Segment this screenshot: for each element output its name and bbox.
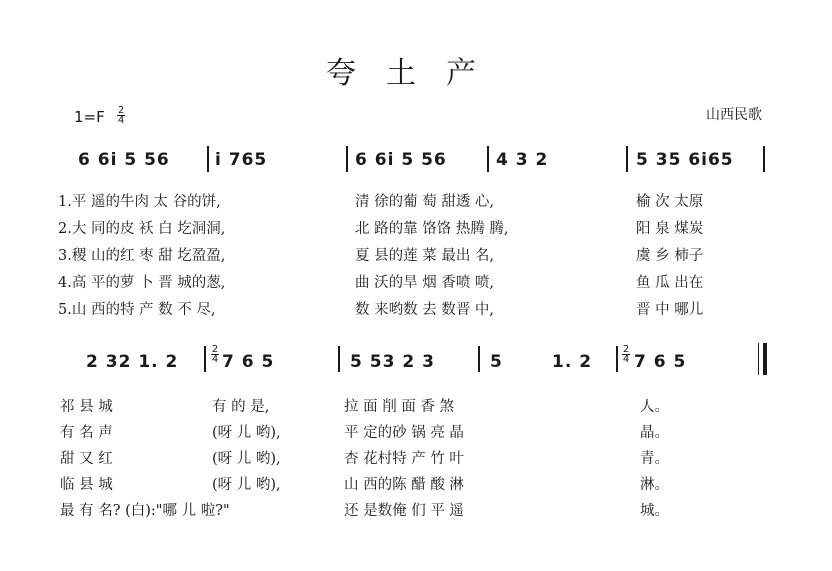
lyric-line: 1.平 遥的牛肉 太 谷的饼,	[58, 194, 221, 210]
lyric-line: (呀 儿 哟),	[212, 477, 281, 493]
song-title: 夸土产	[326, 56, 506, 91]
song-source: 山西民歌	[706, 107, 762, 123]
lyric-line: 5.山 西的特 产 数 不 尽,	[58, 302, 216, 318]
barline	[338, 346, 340, 372]
lyric-line: 夏 县的莲 菜 最出 名,	[355, 248, 495, 264]
lyric-line: 榆 次 太原	[636, 194, 704, 210]
barline	[763, 146, 765, 172]
meter-bottom: 4	[622, 354, 630, 365]
lyric-line: 晋 中 哪儿	[636, 302, 704, 318]
measure-3: 6 6i 5 56	[355, 150, 447, 170]
lyric-line: 有 名 声	[60, 425, 113, 441]
barline	[204, 346, 206, 372]
lyric-line: 临 县 城	[60, 477, 113, 493]
lyric-line: 人。	[640, 399, 669, 415]
lyric-line: 青。	[640, 451, 669, 467]
lyric-line: 杏 花村特 产 竹 叶	[344, 451, 464, 467]
barline	[478, 346, 480, 372]
lyric-line: 平 定的砂 锅 亮 晶	[344, 425, 464, 441]
time-signature	[117, 106, 125, 125]
final-barline-thin	[758, 343, 759, 375]
lyric-line: 山 西的陈 醋 酸 淋	[344, 477, 464, 493]
measure-4: 4 3 2	[496, 150, 549, 170]
lyric-line: 鱼 瓜 出在	[636, 275, 704, 291]
measure-10: 1. 2	[552, 352, 593, 372]
measure-7: 7 6 5	[222, 352, 275, 372]
lyric-line: 最 有 名? (白):"哪 儿 啦?"	[60, 503, 230, 519]
lyric-line: 拉 面 削 面 香 煞	[344, 399, 455, 415]
lyric-line: 阳 泉 煤炭	[636, 221, 704, 237]
measure-6: 2 32 1. 2	[86, 352, 179, 372]
time-signature-change	[622, 345, 630, 364]
lyric-line: 数 来哟数 去 数晋 中,	[355, 302, 495, 318]
meter-top: 2	[117, 105, 125, 116]
lyric-line: (呀 儿 哟),	[212, 451, 281, 467]
measure-9: 5	[490, 352, 503, 372]
measure-2: i 765	[215, 150, 268, 170]
lyric-line: 祁 县 城	[60, 399, 113, 415]
meter-top: 2	[211, 344, 219, 355]
lyric-line: 3.稷 山的红 枣 甜 圪盈盈,	[58, 248, 226, 264]
measure-8: 5 53 2 3	[350, 352, 435, 372]
lyric-line: 甜 又 红	[60, 451, 113, 467]
final-barline-thick	[763, 343, 767, 375]
barline	[626, 146, 628, 172]
lyric-line: 清 徐的葡 萄 甜透 心,	[355, 194, 495, 210]
lyric-line: 还 是数俺 们 平 遥	[344, 503, 464, 519]
lyric-line: 虞 乡 柿子	[636, 248, 704, 264]
meter-top: 2	[622, 344, 630, 355]
barline	[616, 346, 618, 372]
meter-bottom: 4	[117, 115, 125, 126]
lyric-line: (呀 儿 哟),	[212, 425, 281, 441]
barline	[346, 146, 348, 172]
lyric-line: 有 的 是,	[212, 399, 270, 415]
lyric-line: 北 路的靠 饹饹 热腾 腾,	[355, 221, 509, 237]
meter-bottom: 4	[211, 354, 219, 365]
lyric-line: 淋。	[640, 477, 669, 493]
barline	[207, 146, 209, 172]
lyric-line: 曲 沃的旱 烟 香喷 喷,	[355, 275, 495, 291]
lyric-line: 2.大 同的皮 袄 白 圪洞洞,	[58, 221, 226, 237]
key-signature: 1=F	[74, 108, 105, 126]
barline	[487, 146, 489, 172]
lyric-line: 晶。	[640, 425, 669, 441]
measure-5: 5 35 6i65	[636, 150, 734, 170]
measure-11: 7 6 5	[634, 352, 687, 372]
lyric-line: 4.高 平的萝 卜 晋 城的葱,	[58, 275, 226, 291]
lyric-line: 城。	[640, 503, 669, 519]
time-signature-change	[211, 345, 219, 364]
measure-1: 6 6i 5 56	[78, 150, 170, 170]
